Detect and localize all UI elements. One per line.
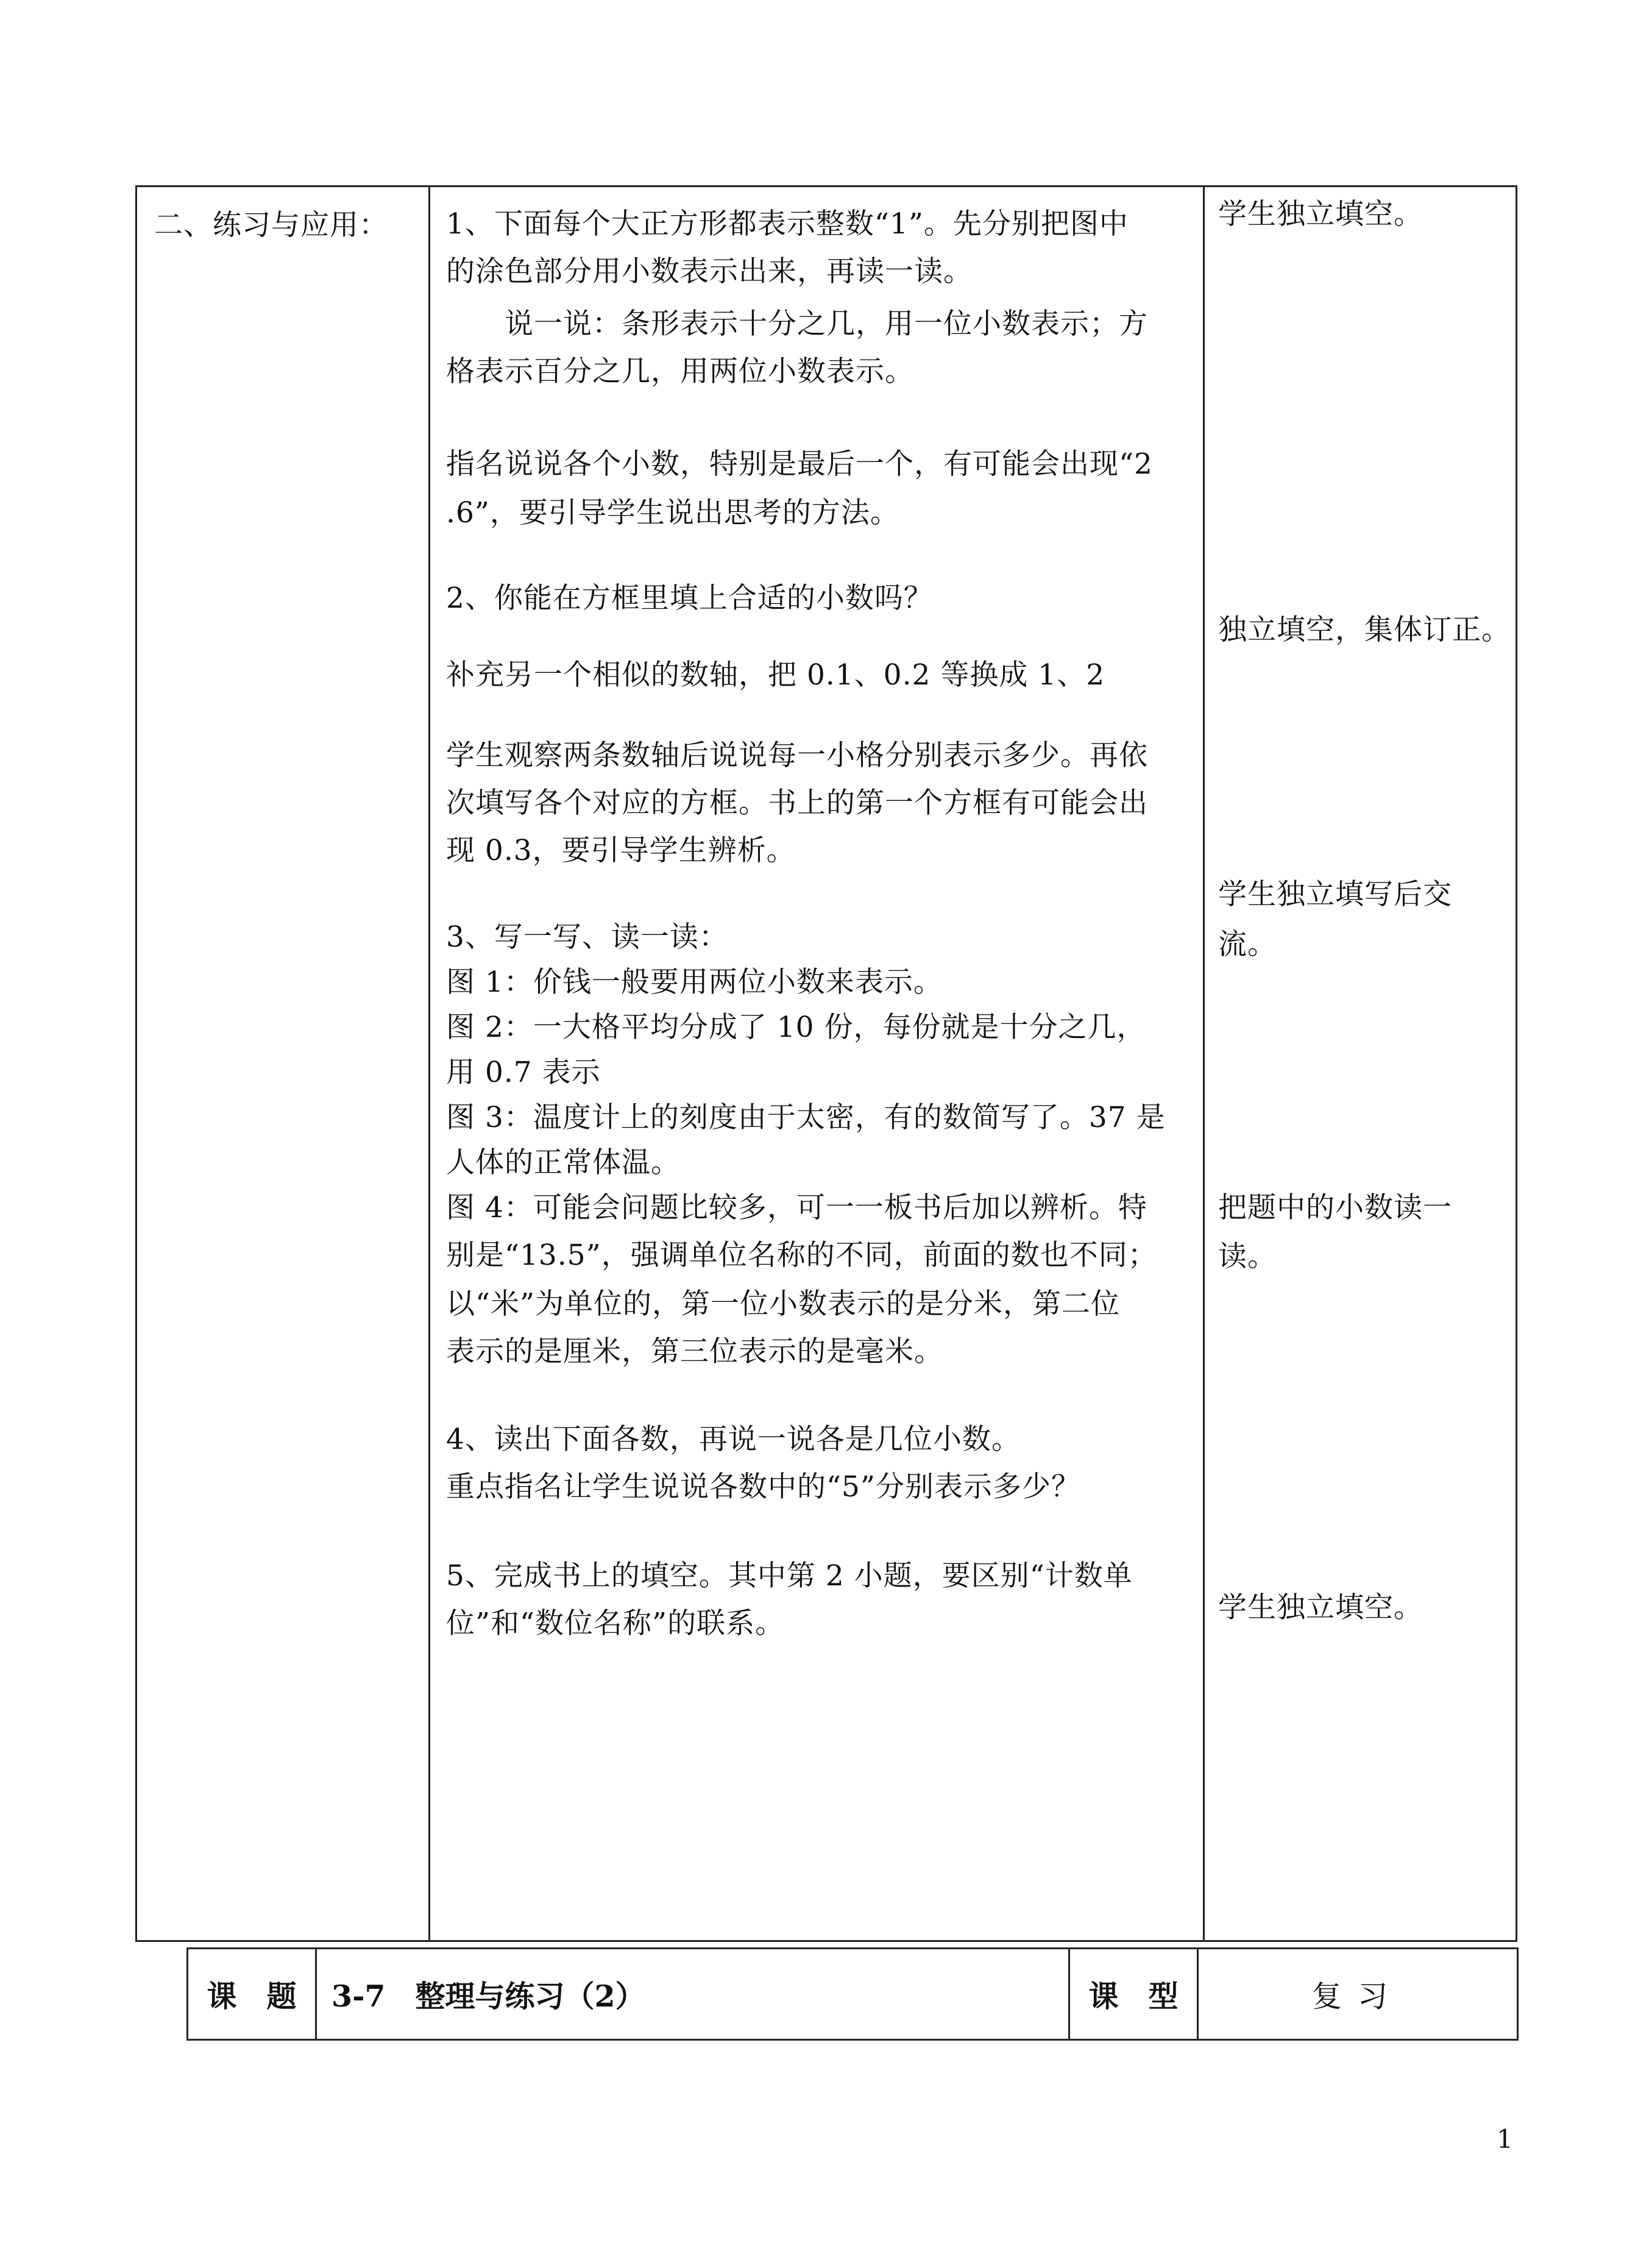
content-line: 现 0.3，要引导学生辨析。 bbox=[446, 834, 796, 867]
content-line: 图 1：价钱一般要用两位小数来表示。 bbox=[446, 965, 943, 999]
topic-value: 3-7 整理与练习（2） bbox=[316, 1949, 1069, 2040]
content-line: 说一说：条形表示十分之几，用一位小数表示；方 bbox=[446, 307, 1148, 341]
content-line: 的涂色部分用小数表示出来，再读一读。 bbox=[446, 255, 973, 288]
topic-label: 课 题 bbox=[188, 1949, 316, 2040]
content-line: 格表示百分之几，用两位小数表示。 bbox=[446, 355, 914, 388]
type-label: 课 型 bbox=[1069, 1949, 1198, 2040]
content-line: 别是“13.5”，强调单位名称的不同，前面的数也不同； bbox=[446, 1239, 1157, 1272]
content-line: 用 0.7 表示 bbox=[446, 1056, 601, 1089]
student-note: 流。 bbox=[1218, 928, 1277, 961]
lesson-plan-table bbox=[135, 185, 1517, 1942]
content-line: 表示的是厘米，第三位表示的是毫米。 bbox=[446, 1335, 943, 1368]
page-number: 1 bbox=[1497, 2124, 1513, 2154]
content-line: 图 4：可能会问题比较多，可一一板书后加以辨析。特 bbox=[446, 1191, 1147, 1225]
content-line: 学生观察两条数轴后说说每一小格分别表示多少。再依 bbox=[446, 739, 1148, 772]
content-line: 5、完成书上的填空。其中第 2 小题，要区别“计数单 bbox=[446, 1559, 1133, 1593]
type-value: 复习 bbox=[1198, 1949, 1518, 2040]
content-line: 4、读出下面各数，再说一说各是几位小数。 bbox=[446, 1423, 1021, 1456]
content-line: 2、你能在方框里填上合适的小数吗？ bbox=[446, 581, 933, 615]
content-line: 图 3：温度计上的刻度由于太密，有的数简写了。37 是 bbox=[446, 1101, 1166, 1134]
lesson-header-table bbox=[186, 1947, 1519, 2041]
lesson-header-row bbox=[188, 1949, 1518, 2040]
content-line: 人体的正常体温。 bbox=[446, 1146, 680, 1179]
student-note: 学生独立填写后交 bbox=[1218, 878, 1452, 911]
section-label: 二、练习与应用： bbox=[154, 208, 388, 242]
student-note: 学生独立填空。 bbox=[1218, 1591, 1423, 1624]
practice-row bbox=[136, 187, 1517, 1941]
content-line: 3、写一写、读一读： bbox=[446, 920, 728, 954]
content-line: 补充另一个相似的数轴，把 0.1、0.2 等换成 1、2 bbox=[446, 658, 1105, 692]
content-line: .6”，要引导学生说出思考的方法。 bbox=[446, 496, 899, 530]
content-line: 图 2：一大格平均分成了 10 份，每份就是十分之几， bbox=[446, 1011, 1146, 1044]
content-line: 1、下面每个大正方形都表示整数“1”。先分别把图中 bbox=[446, 207, 1129, 241]
notes-cell bbox=[1204, 187, 1517, 1941]
student-note: 把题中的小数读一 bbox=[1218, 1191, 1452, 1225]
content-line: 指名说说各个小数，特别是最后一个，有可能会出现“2 bbox=[446, 447, 1153, 481]
section-cell bbox=[136, 187, 430, 1941]
student-note: 读。 bbox=[1218, 1240, 1277, 1273]
student-note: 独立填空，集体订正。 bbox=[1218, 613, 1511, 647]
student-note: 学生独立填空。 bbox=[1218, 197, 1423, 231]
content-cell bbox=[430, 187, 1204, 1941]
content-line: 位”和“数位名称”的联系。 bbox=[446, 1607, 785, 1640]
content-line: 重点指名让学生说说各数中的“5”分别表示多少？ bbox=[446, 1470, 1080, 1504]
content-line: 以“米”为单位的，第一位小数表示的是分米，第二位 bbox=[446, 1287, 1121, 1321]
content-line: 次填写各个对应的方框。书上的第一个方框有可能会出 bbox=[446, 786, 1148, 820]
